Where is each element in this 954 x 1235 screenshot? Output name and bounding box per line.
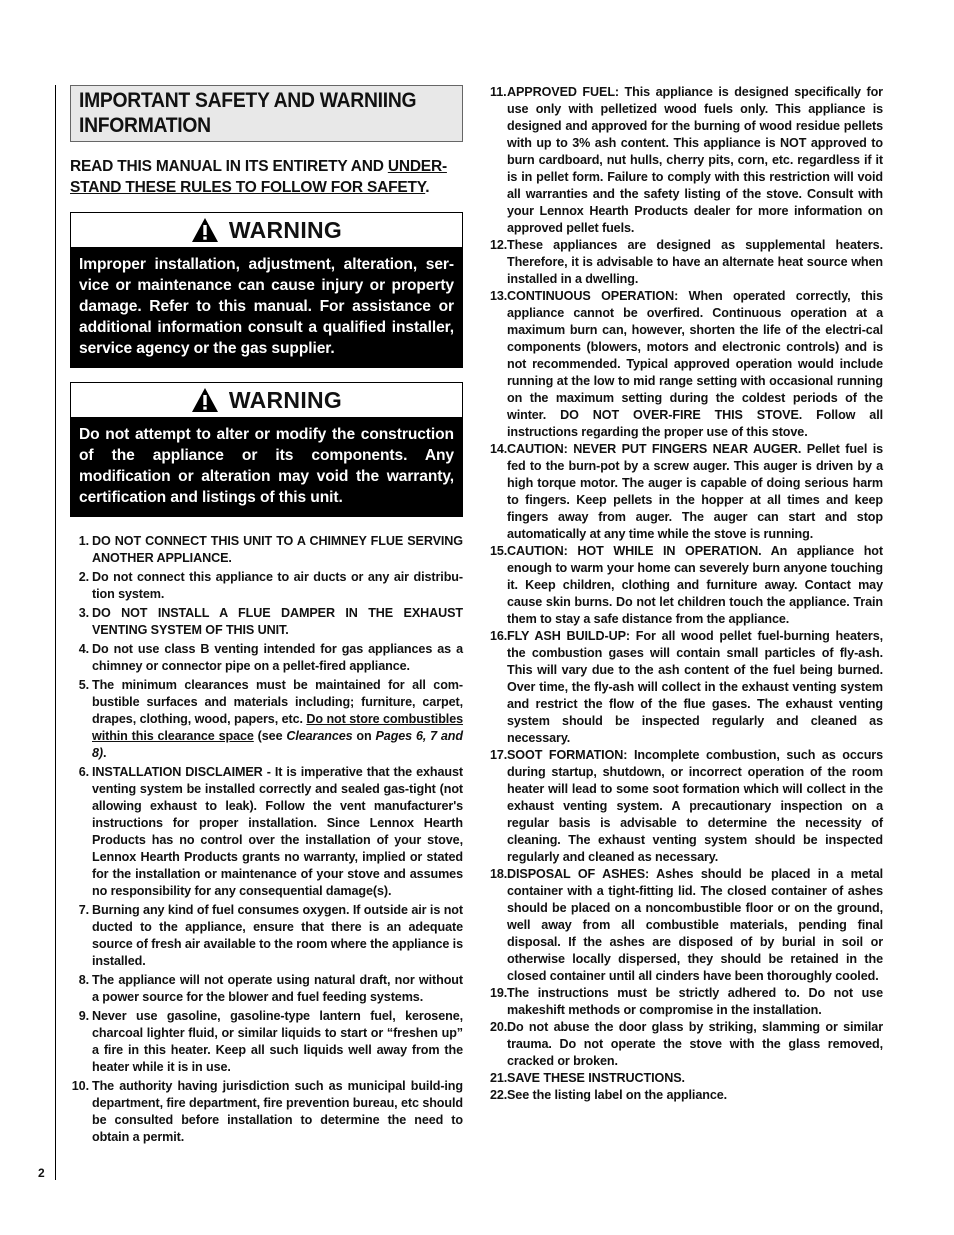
right-column <box>490 84 883 1104</box>
list-item-text: SAVE THESE INSTRUCTIONS. <box>507 1071 685 1085</box>
list-item-number: 8. <box>78 973 89 987</box>
list-item <box>70 902 463 970</box>
list-item-text: INSTALLATION DISCLAIMER - It is imperative that the exhaust venting system be installed correctly and sealed gas-tight (not allowing exhaust to leak). Follow the vent manufacturer's instructions for proper installation. Since Lennox Hearth Products has no control over the installation of your stove, Lennox Hearth Products grants no warranty, implied or stated for the installation or maintenance of your stove and assumes no responsibility for any consequential damage(s). <box>92 765 463 898</box>
list-item-text: See the listing label on the appliance. <box>507 1088 728 1102</box>
list-item <box>70 1078 463 1146</box>
section-title-line-2: INFORMATION <box>79 114 211 137</box>
safety-list-left <box>70 533 463 1146</box>
list-item-text: Never use gasoline, gasoline-type lantern fuel, kerosene, charcoal lighter fluid, or similar liquids to start or “freshen up” a fire in this heater. Keep all such liquids well away from the heater while it is in use. <box>92 1009 463 1074</box>
list-item <box>70 972 463 1006</box>
list-item-number: 15. <box>490 544 508 558</box>
warning-triangle-icon <box>191 387 219 413</box>
list-item-text: Do not abuse the door glass by striking, slamming or similar trauma. Do not operate the stove with the glass removed, cracked or broken. <box>507 1020 883 1068</box>
warning-triangle-icon <box>191 217 219 243</box>
list-item-number: 19. <box>490 986 508 1000</box>
list-item <box>490 543 883 628</box>
list-item <box>70 764 463 900</box>
warning-heading: WARNING <box>228 386 343 413</box>
read-manual-end: . <box>425 179 430 196</box>
list-item-number: 4. <box>78 642 89 656</box>
margin-rule <box>55 85 56 1180</box>
list-item <box>490 288 883 441</box>
read-manual-underlined: UNDER-STAND THESE RULES TO FOLLOW FOR SAFETY <box>70 158 447 196</box>
safety-list-right <box>490 84 883 1104</box>
list-item-number: 20. <box>490 1020 508 1034</box>
list-item-number: 6. <box>78 765 89 779</box>
list-item-text: These appliances are designed as supplemental heaters. Therefore, it is advisable to have an alternate heat source when installed in a dwelling. <box>507 238 883 286</box>
warning-box-2 <box>70 382 463 517</box>
list-item-text: APPROVED FUEL: This appliance is designed specifically for use only with pelletized wood fuels only. This appliance is designed and approved for the burning of wood residue pellets with up to 3% ash content. This appliance is NOT approved to burn cardboard, nut hulls, cherry pits, corn, etc. regardless if it is in pellet form. Failure to comply with this restriction will void all warranties and the safety listing of the stove. Consult with your Lennox Hearth Products dealer for more information on approved pellet fuels. <box>507 85 883 235</box>
list-item-number: 21. <box>490 1071 508 1085</box>
warning-heading: WARNING <box>228 216 343 243</box>
section-title-line-1: IMPORTANT SAFETY AND WARNIING <box>79 89 417 112</box>
read-manual-notice <box>70 156 463 198</box>
list-item-number: 1. <box>78 534 89 548</box>
list-item-text: Do not connect this appliance to air ducts or any air distribu-tion system. <box>92 570 463 601</box>
list-item-number: 10. <box>71 1079 89 1093</box>
list-item-number: 3. <box>78 606 89 620</box>
list-item <box>490 441 883 543</box>
list-item-number: 22. <box>490 1088 508 1102</box>
list-item-text: CAUTION: HOT WHILE IN OPERATION. An appliance hot enough to warm your home can severely burn anyone touching it. Keep children, clothing and furniture away. Contact may cause skin burns. Do not let children touch the appliance. Train them to stay a safe distance from the appliance. <box>507 544 883 626</box>
list-item-number: 12. <box>490 238 508 252</box>
warning-header <box>71 213 462 247</box>
list-item-text: Burning any kind of fuel consumes oxygen. If outside air is not ducted to the appliance, ensure that there is an adequate source of fresh air available to the room where the appliance is installed. <box>92 903 463 968</box>
list-item-text: The appliance will not operate using natural draft, nor without a power source for the blower and fuel feeding systems. <box>92 973 463 1004</box>
list-item-text: The authority having jurisdiction such as municipal build-ing department, fire department, fire prevention bureau, etc should be consulted before installation to determine the need to obtain a permit. <box>92 1079 463 1144</box>
list-item <box>490 1070 883 1087</box>
warning-box-1 <box>70 212 463 368</box>
list-item <box>490 985 883 1019</box>
pages-reference: Pages 6, 7 and 8) <box>92 729 463 760</box>
list-item-number: 14. <box>490 442 508 456</box>
warning-text: Improper installation, adjustment, alteration, ser-vice or maintenance can cause injury or property damage. Refer to this manual. For assistance or additional information consult a qualified installer, service agency or the gas supplier. <box>71 247 462 367</box>
list-item-text: CONTINUOUS OPERATION: When operated correctly, this appliance cannot be overfired. Continuous operation at a maximum burn can, however, shorten the life of the electri-cal components (blowers, motors and electronic controls) and is not recommended. Typical approved operation would include running at the low to mid range setting with occasional running on the maximum setting during the coldest periods of the winter. DO NOT OVER-FIRE THIS STOVE. Follow all instructions regarding the proper use of this stove. <box>507 289 883 439</box>
list-item-text: DO NOT INSTALL A FLUE DAMPER IN THE EXHAUST VENTING SYSTEM OF THIS UNIT. <box>92 606 463 637</box>
list-item-number: 7. <box>78 903 89 917</box>
list-item-text: FLY ASH BUILD-UP: For all wood pellet fuel-burning heaters, the combustion gases will contain small particles of fly-ash. This will vary due to the ash content of the fuel being burned. Over time, the fly-ash will collect in the exhaust venting system and restrict the flow of the flue gases. The exhaust venting system should be inspected regularly and cleaned as necessary. <box>507 629 883 745</box>
list-item <box>490 237 883 288</box>
list-item-number: 5. <box>78 678 89 692</box>
list-item-text <box>92 677 463 762</box>
list-item <box>490 84 883 237</box>
clearance-underlined: Do not store combustibles within this clearance space <box>92 712 463 743</box>
list-item-text: DISPOSAL OF ASHES: Ashes should be placed in a metal container with a tight-fitting lid. The closed container of ashes should be placed on a noncombustible floor or on the ground, well away from all combustible materials, pending final disposal. If the ashes are disposed of by burial in soil or otherwise locally dispersed, they should be retained in the closed container until all cinders have been thoroughly cooled. <box>507 867 883 983</box>
read-manual-text: READ THIS MANUAL IN ITS ENTIRETY AND <box>70 158 388 175</box>
list-item-number: 2. <box>78 570 89 584</box>
page-number: 2 <box>38 1166 45 1180</box>
list-item <box>70 569 463 603</box>
list-item-text: SOOT FORMATION: Incomplete combustion, such as occurs during startup, shutdown, or incorrect operation of the room heater will lead to some soot formation which will collect in the exhaust venting system. A precautionary inspection on a regular basis is advisable to determine the necessity of cleaning. The exhaust venting system should be inspected regularly and cleaned as necessary. <box>507 748 883 864</box>
list-item <box>490 1019 883 1070</box>
clearance-end: . <box>103 746 107 760</box>
list-item <box>70 677 463 762</box>
warning-text: Do not attempt to alter or modify the construction of the appliance or its components. Any modification or alteration may void the warranty, certification and listings of this unit. <box>71 417 462 516</box>
clearance-see: (see <box>253 729 287 743</box>
list-item <box>490 747 883 866</box>
list-item-number: 9. <box>78 1009 89 1023</box>
clearances-reference: Clearances <box>286 729 353 743</box>
list-item-text: DO NOT CONNECT THIS UNIT TO A CHIMNEY FLUE SERVING ANOTHER APPLIANCE. <box>92 534 463 565</box>
list-item-text: CAUTION: NEVER PUT FINGERS NEAR AUGER. Pellet fuel is fed to the burn-pot by a screw auger. This auger is driven by a high torque motor. The auger is capable of doing serious harm to fingers. Keep pellets in the hopper at all times and keep fingers away from auger. The auger can start and stop automatically at any time while the stove is running. <box>507 442 883 541</box>
list-item <box>70 605 463 639</box>
left-column <box>70 85 463 1148</box>
list-item-text: The instructions must be strictly adhered to. Do not use makeshift methods or compromise in the installation. <box>507 986 883 1017</box>
clearance-on: on <box>352 729 376 743</box>
section-title <box>70 85 463 142</box>
list-item <box>70 641 463 675</box>
list-item <box>490 866 883 985</box>
warning-header <box>71 383 462 417</box>
list-item-number: 11. <box>490 85 507 99</box>
list-item <box>490 1087 883 1104</box>
clearance-text: The minimum clearances must be maintained for all com-bustible surfaces and materials including; furniture, carpet, drapes, clothing, wood, papers, etc. <box>92 678 463 726</box>
list-item-text: Do not use class B venting intended for gas appliances as a chimney or connector pipe on a pellet-fired appliance. <box>92 642 463 673</box>
list-item-number: 13. <box>490 289 508 303</box>
list-item-number: 16. <box>490 629 508 643</box>
list-item <box>70 533 463 567</box>
list-item <box>70 1008 463 1076</box>
list-item-number: 18. <box>490 867 508 881</box>
list-item <box>490 628 883 747</box>
list-item-number: 17. <box>490 748 508 762</box>
